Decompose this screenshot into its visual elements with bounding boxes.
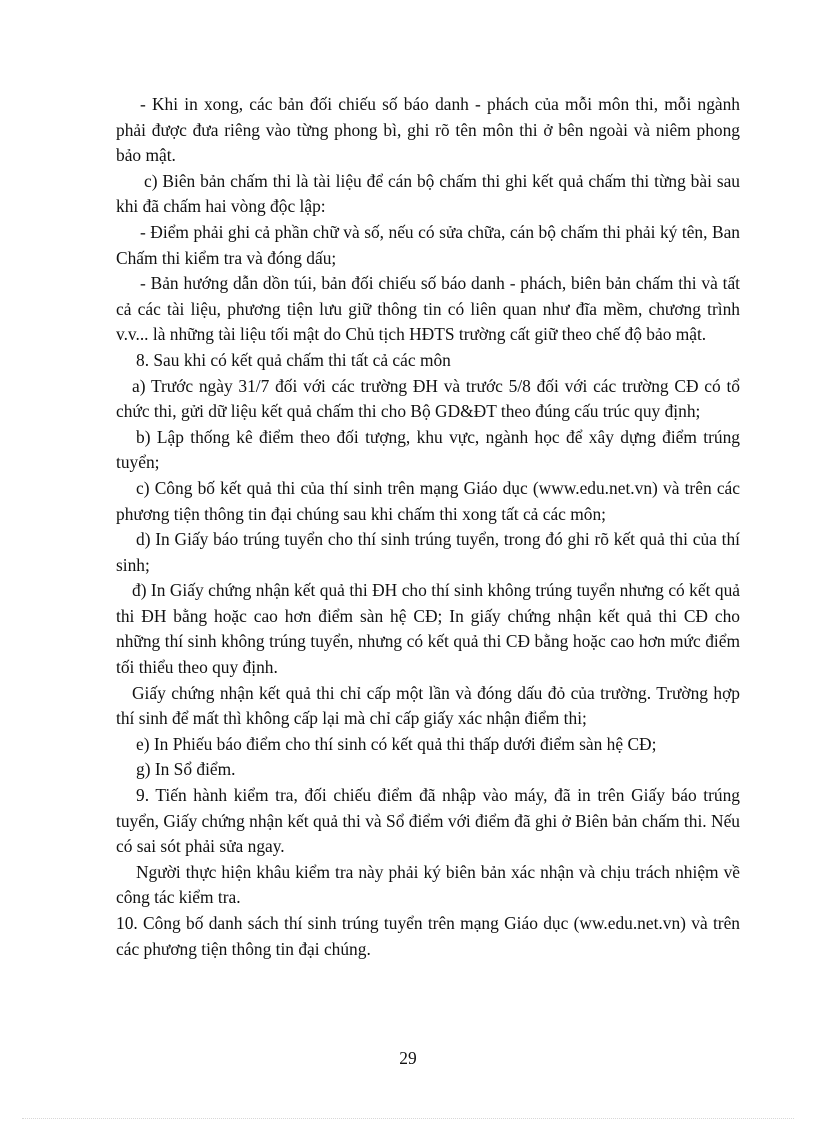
- paragraph-8b: b) Lập thống kê điểm theo đối tượng, khu vực, ngành học để xây dựng điểm trúng tuyển;: [116, 426, 740, 473]
- paragraph-8dd: đ) In Giấy chứng nhận kết quả thi ĐH cho thí sinh không trúng tuyển nhưng có kết quả thi ĐH bằng hoặc cao hơn điểm sàn hệ CĐ; In giấy chứng nhận kết quả thi CĐ cho những thí sinh không trúng tuyển, nhưng có kết quả thi CĐ bằng hoặc cao hơn mức điểm tối thiểu theo quy định.: [116, 580, 740, 678]
- paragraph-8c: c) Công bố kết quả thi của thí sinh trên mạng Giáo dục (www.edu.net.vn) và trên các phương tiện thông tin đại chúng sau khi chấm thi xong tất cả các môn;: [116, 477, 740, 524]
- paragraph-section-9: 9. Tiến hành kiểm tra, đối chiếu điểm đã nhập vào máy, đã in trên Giấy báo trúng tuyển, Giấy chứng nhận kết quả thi và Sổ điểm với điểm đã ghi ở Biên bản chấm thi. Nếu có sai sót phải sửa ngay.: [116, 785, 740, 857]
- paragraph-8d: d) In Giấy báo trúng tuyển cho thí sinh trúng tuyển, trong đó ghi rõ kết quả thi của thí sinh;: [116, 529, 740, 575]
- paragraph-grading-record: c) Biên bản chấm thi là tài liệu để cán bộ chấm thi ghi kết quả chấm thi từng bài sau khi đã chấm hai vòng độc lập:: [116, 170, 740, 217]
- paragraph-score-entry: - Điểm phải ghi cả phần chữ và số, nếu có sửa chữa, cán bộ chấm thi phải ký tên, Ban Chấm thi kiểm tra và đóng dấu;: [116, 221, 740, 268]
- page-number: 29: [399, 1048, 417, 1068]
- paragraph-certificate-note: Giấy chứng nhận kết quả thi chỉ cấp một lần và đóng dấu đỏ của trường. Trường hợp thí sinh để mất thì không cấp lại mà chỉ cấp giấy xác nhận điểm thi;: [116, 682, 740, 729]
- paragraph-section-10: 10. Công bố danh sách thí sinh trúng tuyển trên mạng Giáo dục (ww.edu.net.vn) và trên các phương tiện thông tin đại chúng.: [116, 913, 740, 959]
- paragraph-confidential-docs: - Bản hướng dẫn dồn túi, bản đối chiếu số báo danh - phách, biên bản chấm thi và tất cả các tài liệu, phương tiện lưu giữ thông tin có liên quan như đĩa mềm, chương trình v.v... là những tài liệu tối mật do Chủ tịch HĐTS trường cất giữ theo chế độ bảo mật.: [116, 273, 740, 345]
- page-bottom-divider: [22, 1118, 794, 1119]
- paragraph-section-8: 8. Sau khi có kết quả chấm thi tất cả các môn: [136, 349, 451, 370]
- paragraph-envelope-sealing: - Khi in xong, các bản đối chiếu số báo danh - phách của mỗi môn thi, mỗi ngành phải được đưa riêng vào từng phong bì, ghi rõ tên môn thi ở bên ngoài và niêm phong bảo mật.: [116, 94, 740, 166]
- paragraph-8g: g) In Sổ điểm.: [136, 759, 236, 780]
- paragraph-verification-note: Người thực hiện khâu kiểm tra này phải ký biên bản xác nhận và chịu trách nhiệm về công tác kiểm tra.: [116, 861, 740, 908]
- paragraph-8e: e) In Phiếu báo điểm cho thí sinh có kết quả thi thấp dưới điểm sàn hệ CĐ;: [136, 733, 657, 754]
- paragraph-8a: a) Trước ngày 31/7 đối với các trường ĐH và trước 5/8 đối với các trường CĐ có tổ chức thi, gửi dữ liệu kết quả chấm thi cho Bộ GD&ĐT theo đúng cấu trúc quy định;: [116, 375, 740, 422]
- document-body: [116, 92, 740, 962]
